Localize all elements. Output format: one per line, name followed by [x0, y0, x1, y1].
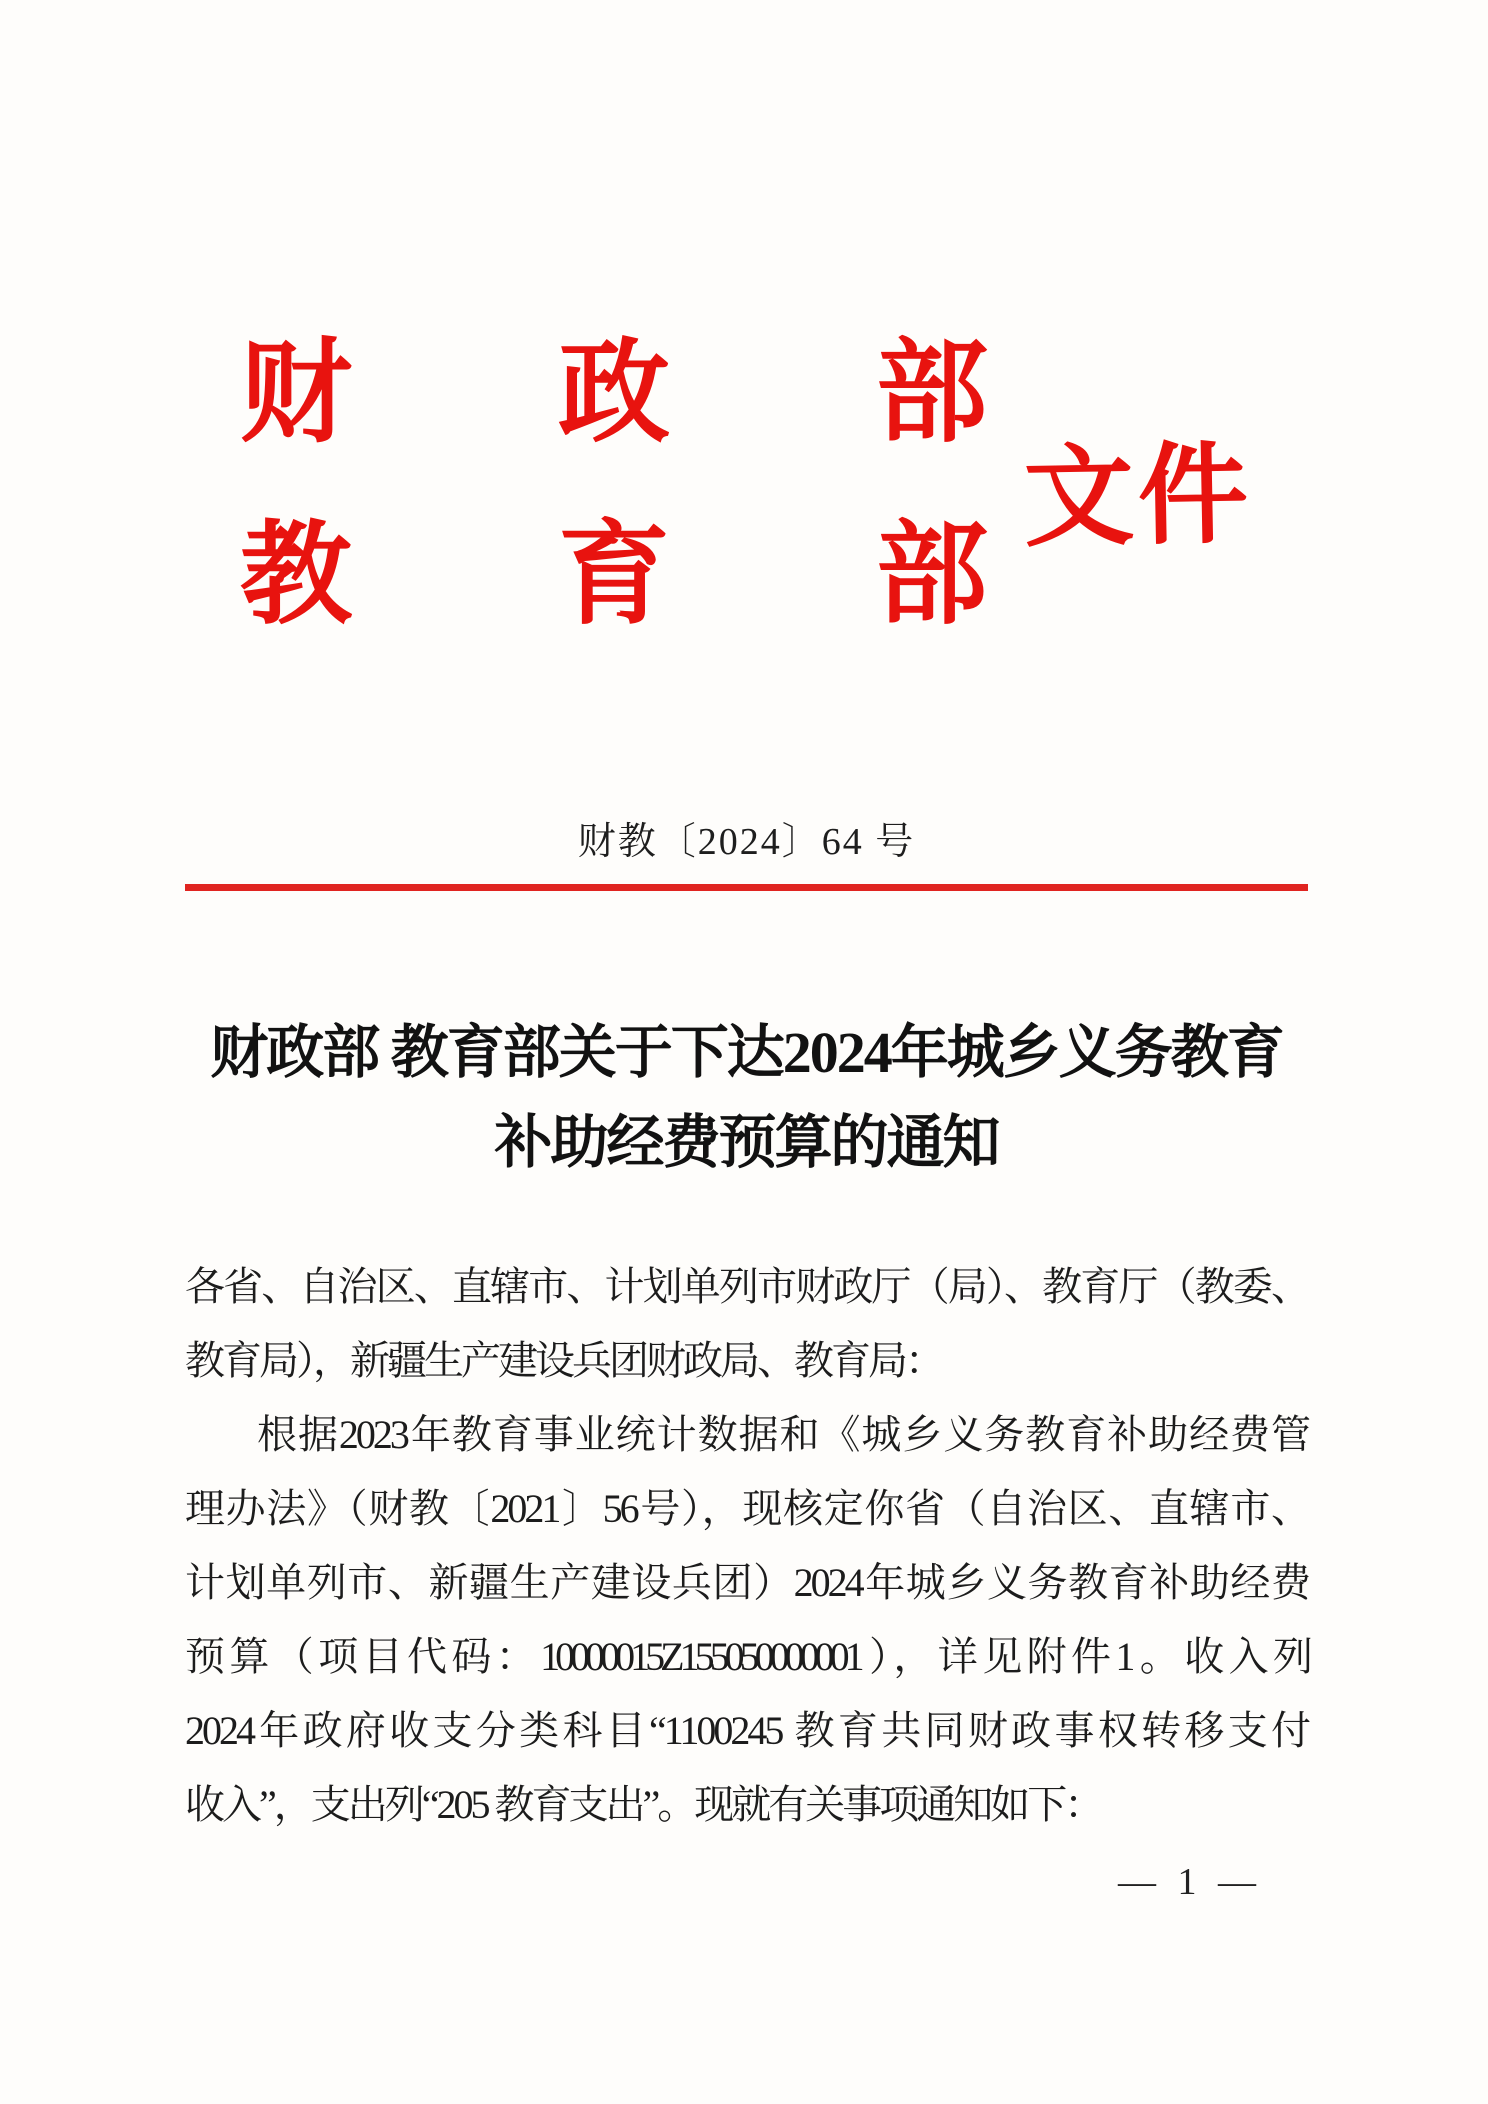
letterhead-agency-finance — [240, 332, 988, 456]
letterhead-char: 部 — [876, 514, 988, 638]
page-number: — 1 — — [1118, 1861, 1262, 1903]
body-line: 2024年政府收支分类科目“1100245 教育共同财政事权转移支付 — [185, 1708, 1308, 1753]
document-title-line-2: 补助经费预算的通知 — [494, 1110, 999, 1175]
letterhead-char: 政 — [558, 332, 670, 456]
body-line: 预算（项目代码：10000015Z155050000001），详见附件1。收入列 — [185, 1634, 1308, 1679]
letterhead-char: 育 — [558, 514, 670, 638]
body-line: 教育局），新疆生产建设兵团财政局、教育局： — [185, 1338, 942, 1383]
body-line: 计划单列市、新疆生产建设兵团）2024年城乡义务教育补助经费 — [185, 1560, 1308, 1605]
body-line: 理办法》（财教〔2021〕56号），现核定你省（自治区、直辖市、 — [185, 1486, 1308, 1531]
letterhead-doc-type-label: 文件 — [1022, 434, 1254, 560]
letterhead-char: 财 — [240, 332, 352, 456]
body-line: 根据2023年教育事业统计数据和《城乡义务教育补助经费管 — [257, 1412, 1308, 1457]
document-body — [185, 1250, 1308, 1842]
body-line: 各省、自治区、直辖市、计划单列市财政厅（局）、教育厅（教委、 — [185, 1264, 1308, 1309]
body-line: 收入”，支出列“205 教育支出”。现就有关事项通知如下： — [185, 1782, 1102, 1827]
letterhead-divider-rule — [185, 884, 1308, 891]
letterhead-char: 教 — [240, 514, 352, 638]
letterhead-agency-education — [240, 514, 988, 638]
document-title-line-1: 财政部 教育部关于下达2024年城乡义务教育 — [210, 1020, 1283, 1085]
document-title — [185, 1008, 1308, 1188]
document-number: 财教〔2024〕64 号 — [577, 821, 916, 863]
letterhead-char: 部 — [876, 332, 988, 456]
